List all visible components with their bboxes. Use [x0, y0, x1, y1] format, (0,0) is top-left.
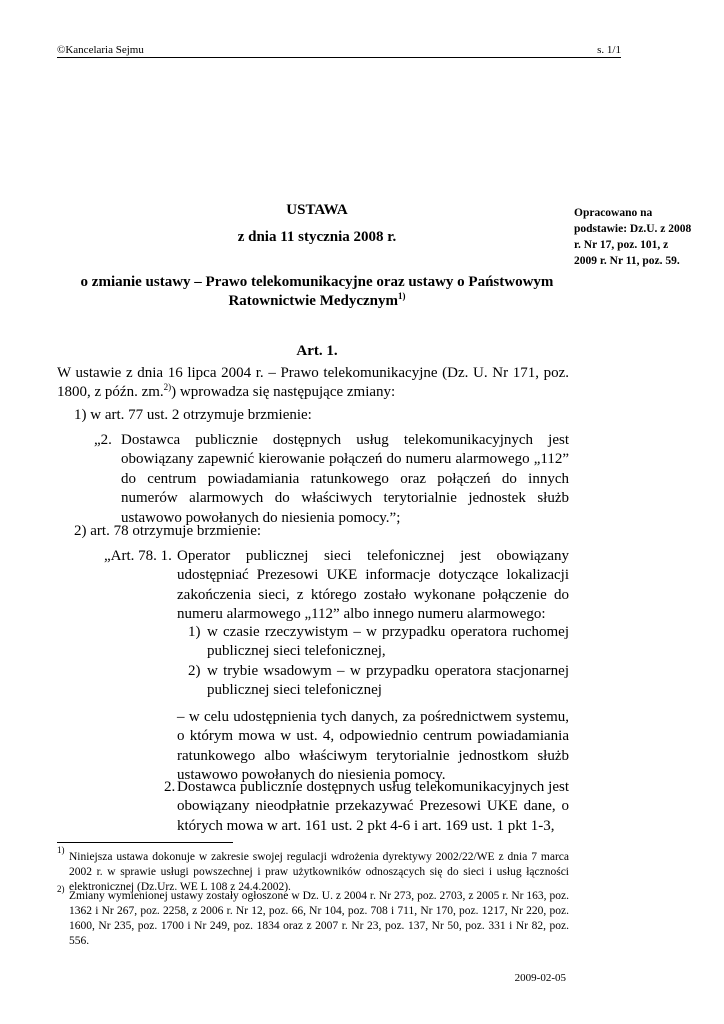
art-78-ust-2: Dostawca publicznie dostępnych usług telekomunikacyjnych jest obowiązany nieodpłatnie przekazywać Prezesowi UKE dane, o których mowa w art. 161 ust. 2 pkt 4-6 i art. 169 ust. 1 pkt 1-3,: [177, 779, 569, 834]
act-subject-line2: Ratownictwie Medycznym$^{1)}$: [228, 291, 406, 309]
footnote-ref-2: 2): [163, 382, 172, 393]
point-2-label: „Art. 78. 1.: [104, 548, 172, 564]
act-type: USTAWA: [286, 202, 348, 218]
sub-point-2-label: 2): [188, 663, 201, 679]
header-source: ©Kancelaria Sejmu: [57, 44, 144, 56]
act-subject-line1: o zmianie ustawy – Prawo telekomunikacyjne oraz ustawy o Państwowym: [80, 274, 554, 290]
article-heading: Art. 1.: [296, 343, 338, 359]
art-78-ust-2-label: 2.: [164, 779, 176, 795]
article-intro: W ustawie z dnia 16 lipca 2004 r. – Prawo telekomunikacyjne (Dz. U. Nr 171, poz. 1800, z późn. zm.$^{2)}$) wprowadza się następujące zmiany:: [57, 365, 569, 401]
source-note: Opracowano na podstawie: Dz.U. z 2008 r. Nr 17, poz. 101, z 2009 r. Nr 11, poz. 59.: [574, 207, 692, 267]
page-number: s. 1/1: [597, 44, 621, 56]
art-78-ust-1: Operator publicznej sieci telefonicznej jest obowiązany udostępniać Prezesowi UKE informacje dotyczące lokalizacji zakończenia sieci, z którego zostało wykonane połączenie do numeru alarmowego „112” albo innego numeru alarmowego:: [177, 548, 569, 623]
footnote-2: Zmiany wymienionej ustawy zostały ogłoszone w Dz. U. z 2004 r. Nr 273, poz. 2703, z 2005 r. Nr 163, poz. 1362 i Nr 267, poz. 2258, z 2006 r. Nr 12, poz. 66, Nr 104, poz. 708 i 711, Nr 170, poz. 1217, Nr 220, poz. 1600, Nr 235, poz. 1700 i Nr 249, poz. 1834 oraz z 2007 r. Nr 23, poz. 137, Nr 50, poz. 331 i Nr 82, poz. 556.: [69, 890, 569, 947]
point-1-intro: 1) w art. 77 ust. 2 otrzymuje brzmienie:: [74, 407, 312, 423]
footnote-1: Niniejsza ustawa dokonuje w zakresie swojej regulacji wdrożenia dyrektywy 2002/22/WE z dnia 7 marca 2002 r. w sprawie usługi powszechnej i praw użytkowników odnoszących się do sieci i usług łączności elektronicznej (Dz.Urz. WE L 108 z 24.4.2002).: [69, 851, 569, 893]
act-date: z dnia 11 stycznia 2008 r.: [237, 229, 397, 245]
point-1-quote: Dostawca publicznie dostępnych usług telekomunikacyjnych jest obowiązany zapewnić kierowanie połączeń do numeru alarmowego „112” do centrum powiadamiania ratunkowego oraz połączeń do innych numerów alarmowych do właściwych terytorialnie jednostek służb ustawowo powołanych do niesienia pomocy.”;: [121, 432, 569, 526]
art-78-tail: – w celu udostępnienia tych danych, za pośrednictwem systemu, o którym mowa w ust. 4, odpowiednio centrum powiadamiania ratunkowego albo właściwym terytorialnie jednostkom służb ustawowo powołanych do niesienia pomocy.: [177, 709, 569, 784]
point-1-quote-label: „2.: [94, 432, 112, 448]
footnote-divider: [57, 842, 233, 843]
sub-point-1: w czasie rzeczywistym – w przypadku operatora ruchomej publicznej sieci telefonicznej,: [207, 624, 569, 660]
header-divider: [57, 57, 621, 58]
sub-point-2: w trybie wsadowym – w przypadku operatora stacjonarnej publicznej sieci telefonicznej: [207, 663, 569, 699]
footnote-ref-1: 1): [398, 291, 406, 301]
sub-point-1-label: 1): [188, 624, 201, 640]
footer-date: 2009-02-05: [514, 972, 566, 984]
point-2-intro: 2) art. 78 otrzymuje brzmienie:: [74, 523, 262, 539]
footnote-mark-2: 2): [57, 884, 65, 895]
footnote-mark-1: 1): [57, 845, 65, 856]
